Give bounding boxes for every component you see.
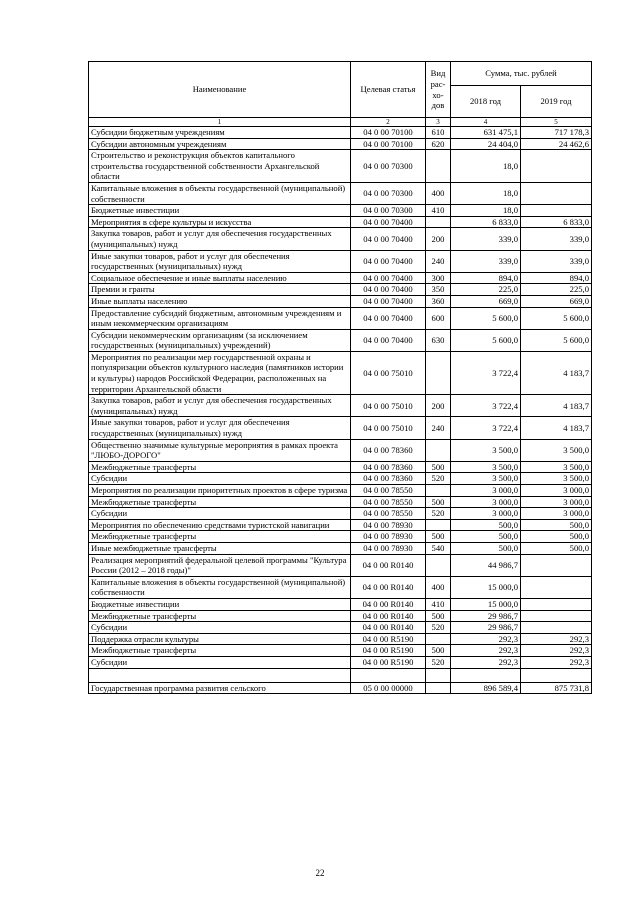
table-row (89, 127, 592, 139)
amount-2018: 3 000,0 (451, 496, 521, 508)
target-article-code: 04 0 00 70100 (351, 127, 426, 139)
amount-2018: 292,3 (451, 656, 521, 668)
amount-2018: 15 000,0 (451, 598, 521, 610)
amount-2018: 292,3 (451, 633, 521, 645)
amount-2019: 339,0 (521, 250, 592, 272)
amount-2018: 18,0 (451, 205, 521, 217)
amount-2019: 717 178,3 (521, 127, 592, 139)
expense-type-code: 500 (426, 531, 451, 543)
column-number: 5 (521, 118, 592, 127)
target-article-code (351, 668, 426, 682)
amount-2019: 3 000,0 (521, 485, 592, 497)
expense-type-code: 520 (426, 656, 451, 668)
expense-type-code: 630 (426, 329, 451, 351)
amount-2019: 6 833,0 (521, 216, 592, 228)
table-row (89, 272, 592, 284)
table-row (89, 485, 592, 497)
amount-2019: 4 183,7 (521, 417, 592, 439)
table-row (89, 439, 592, 461)
table-row (89, 542, 592, 554)
column-number: 3 (426, 118, 451, 127)
expense-type-code: 400 (426, 182, 451, 204)
column-number: 2 (351, 118, 426, 127)
row-name: Межбюджетные трансферты (89, 645, 351, 657)
expense-type-code: 600 (426, 307, 451, 329)
row-name: Субсидии (89, 508, 351, 520)
amount-2019: 500,0 (521, 542, 592, 554)
table-row (89, 554, 592, 576)
row-name: Субсидии (89, 622, 351, 634)
table-row (89, 656, 592, 668)
expense-type-code: 200 (426, 395, 451, 417)
table-row (89, 307, 592, 329)
amount-2019: 339,0 (521, 228, 592, 250)
expense-type-code (426, 439, 451, 461)
expense-type-code (426, 150, 451, 183)
table-row (89, 284, 592, 296)
amount-2018: 18,0 (451, 150, 521, 183)
amount-2018: 18,0 (451, 182, 521, 204)
header-year-2019: 2019 год (521, 86, 592, 118)
table-row (89, 633, 592, 645)
table-row (89, 682, 592, 694)
row-name: Социальное обеспечение и иные выплаты населению (89, 272, 351, 284)
row-name: Поддержка отрасли культуры (89, 633, 351, 645)
amount-2018: 339,0 (451, 250, 521, 272)
amount-2019 (521, 554, 592, 576)
header-year-2018: 2018 год (451, 86, 521, 118)
table-row (89, 351, 592, 394)
expense-type-code: 410 (426, 598, 451, 610)
amount-2019 (521, 576, 592, 598)
target-article-code: 04 0 00 70400 (351, 216, 426, 228)
target-article-code: 04 0 00 R5190 (351, 633, 426, 645)
table-row (89, 395, 592, 417)
target-article-code: 04 0 00 70300 (351, 150, 426, 183)
table-row (89, 576, 592, 598)
amount-2018: 15 000,0 (451, 576, 521, 598)
target-article-code: 04 0 00 78930 (351, 542, 426, 554)
amount-2018: 3 000,0 (451, 508, 521, 520)
target-article-code: 04 0 00 78550 (351, 496, 426, 508)
target-article-code: 04 0 00 70100 (351, 138, 426, 150)
row-name: Капитальные вложения в объекты государственной (муниципальной) собственности (89, 576, 351, 598)
expense-type-code: 500 (426, 496, 451, 508)
amount-2019: 4 183,7 (521, 395, 592, 417)
target-article-code: 04 0 00 70400 (351, 284, 426, 296)
target-article-code: 04 0 00 78360 (351, 461, 426, 473)
target-article-code: 04 0 00 78360 (351, 439, 426, 461)
amount-2018: 500,0 (451, 519, 521, 531)
expense-type-code (426, 351, 451, 394)
table-header (89, 62, 592, 127)
target-article-code: 04 0 00 70400 (351, 329, 426, 351)
amount-2018: 631 475,1 (451, 127, 521, 139)
table-row (89, 329, 592, 351)
table-row (89, 508, 592, 520)
target-article-code: 04 0 00 R5190 (351, 645, 426, 657)
table-row (89, 216, 592, 228)
table-row (89, 205, 592, 217)
amount-2019: 5 600,0 (521, 307, 592, 329)
amount-2018: 3 500,0 (451, 439, 521, 461)
expense-type-code (426, 668, 451, 682)
table-row (89, 519, 592, 531)
amount-2018: 3 000,0 (451, 485, 521, 497)
expense-type-code (426, 682, 451, 694)
amount-2019: 292,3 (521, 645, 592, 657)
row-name: Мероприятия по обеспечению средствами туристской навигации (89, 519, 351, 531)
amount-2019: 3 500,0 (521, 439, 592, 461)
table-row (89, 473, 592, 485)
table-row (89, 295, 592, 307)
amount-2019: 500,0 (521, 531, 592, 543)
table-row (89, 622, 592, 634)
target-article-code: 04 0 00 70400 (351, 272, 426, 284)
target-article-code: 05 0 00 00000 (351, 682, 426, 694)
target-article-code: 04 0 00 78550 (351, 485, 426, 497)
target-article-code: 04 0 00 70400 (351, 250, 426, 272)
amount-2018: 44 986,7 (451, 554, 521, 576)
target-article-code: 04 0 00 70400 (351, 295, 426, 307)
row-name: Субсидии некоммерческим организациям (за исключением государственных (муниципальных) учреждений) (89, 329, 351, 351)
table-row (89, 668, 592, 682)
amount-2018: 500,0 (451, 531, 521, 543)
expense-type-code: 540 (426, 542, 451, 554)
target-article-code: 04 0 00 78360 (351, 473, 426, 485)
target-article-code: 04 0 00 R5190 (351, 656, 426, 668)
expense-type-code (426, 216, 451, 228)
header-name: Наименование (89, 62, 351, 118)
column-number: 4 (451, 118, 521, 127)
target-article-code: 04 0 00 70300 (351, 205, 426, 217)
table-row (89, 417, 592, 439)
target-article-code: 04 0 00 R0140 (351, 576, 426, 598)
expense-type-code (426, 554, 451, 576)
amount-2019: 24 462,6 (521, 138, 592, 150)
target-article-code: 04 0 00 78930 (351, 531, 426, 543)
expense-type-code: 520 (426, 508, 451, 520)
expense-type-code (426, 633, 451, 645)
expense-type-code: 500 (426, 645, 451, 657)
expense-type-code: 620 (426, 138, 451, 150)
amount-2019 (521, 150, 592, 183)
table-row (89, 496, 592, 508)
row-name: Бюджетные инвестиции (89, 598, 351, 610)
target-article-code: 04 0 00 70300 (351, 182, 426, 204)
amount-2019: 292,3 (521, 656, 592, 668)
row-name: Закупка товаров, работ и услуг для обеспечения государственных (муниципальных) нужд (89, 395, 351, 417)
expense-type-code: 360 (426, 295, 451, 307)
amount-2019: 225,0 (521, 284, 592, 296)
amount-2019 (521, 598, 592, 610)
expense-type-code: 300 (426, 272, 451, 284)
amount-2018: 3 722,4 (451, 417, 521, 439)
amount-2018: 292,3 (451, 645, 521, 657)
amount-2019 (521, 610, 592, 622)
table-row (89, 610, 592, 622)
amount-2018: 24 404,0 (451, 138, 521, 150)
row-name: Реализация мероприятий федеральной целевой программы "Культура России (2012 – 2018 годы)" (89, 554, 351, 576)
column-number: 1 (89, 118, 351, 127)
amount-2018: 6 833,0 (451, 216, 521, 228)
target-article-code: 04 0 00 R0140 (351, 598, 426, 610)
amount-2019 (521, 622, 592, 634)
row-name: Межбюджетные трансферты (89, 531, 351, 543)
amount-2019: 894,0 (521, 272, 592, 284)
header-expense-type: Вид рас-хо-дов (426, 62, 451, 118)
amount-2018: 225,0 (451, 284, 521, 296)
target-article-code: 04 0 00 R0140 (351, 610, 426, 622)
amount-2019: 875 731,8 (521, 682, 592, 694)
amount-2018: 5 600,0 (451, 329, 521, 351)
row-name: Мероприятия по реализации приоритетных проектов в сфере туризма (89, 485, 351, 497)
row-name (89, 668, 351, 682)
table-body (89, 127, 592, 694)
expense-type-code (426, 519, 451, 531)
amount-2018: 3 500,0 (451, 461, 521, 473)
row-name: Премии и гранты (89, 284, 351, 296)
amount-2019: 669,0 (521, 295, 592, 307)
row-name: Иные выплаты населению (89, 295, 351, 307)
row-name: Государственная программа развития сельского (89, 682, 351, 694)
row-name: Строительство и реконструкция объектов капитального строительства государственной собственности Архангельской области (89, 150, 351, 183)
row-name: Субсидии автономным учреждениям (89, 138, 351, 150)
row-name: Закупка товаров, работ и услуг для обеспечения государственных (муниципальных) нужд (89, 228, 351, 250)
row-name: Межбюджетные трансферты (89, 610, 351, 622)
expense-type-code: 400 (426, 576, 451, 598)
table-row (89, 182, 592, 204)
amount-2018: 500,0 (451, 542, 521, 554)
header-sum: Сумма, тыс. рублей (451, 62, 592, 86)
amount-2018: 3 722,4 (451, 351, 521, 394)
row-name: Субсидии (89, 473, 351, 485)
target-article-code: 04 0 00 R0140 (351, 622, 426, 634)
amount-2018: 896 589,4 (451, 682, 521, 694)
amount-2018: 894,0 (451, 272, 521, 284)
amount-2018 (451, 668, 521, 682)
table-row (89, 598, 592, 610)
row-name: Субсидии (89, 656, 351, 668)
row-name: Иные закупки товаров, работ и услуг для обеспечения государственных (муниципальных) нужд (89, 417, 351, 439)
table-row (89, 645, 592, 657)
target-article-code: 04 0 00 78930 (351, 519, 426, 531)
table-row (89, 531, 592, 543)
amount-2019: 292,3 (521, 633, 592, 645)
page-number: 22 (315, 868, 325, 878)
amount-2019 (521, 668, 592, 682)
row-name: Бюджетные инвестиции (89, 205, 351, 217)
target-article-code: 04 0 00 75010 (351, 351, 426, 394)
row-name: Предоставление субсидий бюджетным, автономным учреждениям и иным некоммерческим организациям (89, 307, 351, 329)
amount-2018: 29 986,7 (451, 610, 521, 622)
expense-type-code: 240 (426, 417, 451, 439)
expense-type-code (426, 485, 451, 497)
expense-type-code: 200 (426, 228, 451, 250)
table-row (89, 138, 592, 150)
expense-type-code: 610 (426, 127, 451, 139)
table-row (89, 150, 592, 183)
amount-2019: 3 000,0 (521, 508, 592, 520)
target-article-code: 04 0 00 70400 (351, 307, 426, 329)
budget-table (88, 61, 592, 694)
target-article-code: 04 0 00 75010 (351, 395, 426, 417)
expense-type-code: 500 (426, 610, 451, 622)
row-name: Общественно значимые культурные мероприятия в рамках проекта "ЛЮБО-ДОРОГО" (89, 439, 351, 461)
amount-2019 (521, 205, 592, 217)
amount-2019 (521, 182, 592, 204)
row-name: Капитальные вложения в объекты государственной (муниципальной) собственности (89, 182, 351, 204)
expense-type-code: 520 (426, 473, 451, 485)
expense-type-code: 410 (426, 205, 451, 217)
amount-2018: 3 500,0 (451, 473, 521, 485)
amount-2019: 3 000,0 (521, 496, 592, 508)
amount-2018: 5 600,0 (451, 307, 521, 329)
expense-type-code: 500 (426, 461, 451, 473)
row-name: Иные закупки товаров, работ и услуг для обеспечения государственных (муниципальных) нужд (89, 250, 351, 272)
expense-type-code: 520 (426, 622, 451, 634)
row-name: Субсидии бюджетным учреждениям (89, 127, 351, 139)
expense-type-code: 240 (426, 250, 451, 272)
table-row (89, 461, 592, 473)
amount-2019: 3 500,0 (521, 461, 592, 473)
amount-2019: 3 500,0 (521, 473, 592, 485)
column-numbers-row (89, 118, 592, 127)
target-article-code: 04 0 00 70400 (351, 228, 426, 250)
amount-2018: 3 722,4 (451, 395, 521, 417)
target-article-code: 04 0 00 R0140 (351, 554, 426, 576)
amount-2019: 4 183,7 (521, 351, 592, 394)
expense-type-code: 350 (426, 284, 451, 296)
table-row (89, 250, 592, 272)
header-target-article: Целевая статья (351, 62, 426, 118)
row-name: Иные межбюджетные трансферты (89, 542, 351, 554)
amount-2019: 5 600,0 (521, 329, 592, 351)
amount-2019: 500,0 (521, 519, 592, 531)
row-name: Мероприятия по реализации мер государственной охраны и популяризации объектов культурного наследия (памятников истории и культуры) народов Российской Федерации, расположенных на территории Архангельской области (89, 351, 351, 394)
amount-2018: 339,0 (451, 228, 521, 250)
amount-2018: 29 986,7 (451, 622, 521, 634)
row-name: Межбюджетные трансферты (89, 461, 351, 473)
target-article-code: 04 0 00 75010 (351, 417, 426, 439)
table-row (89, 228, 592, 250)
target-article-code: 04 0 00 78550 (351, 508, 426, 520)
row-name: Мероприятия в сфере культуры и искусства (89, 216, 351, 228)
amount-2018: 669,0 (451, 295, 521, 307)
row-name: Межбюджетные трансферты (89, 496, 351, 508)
